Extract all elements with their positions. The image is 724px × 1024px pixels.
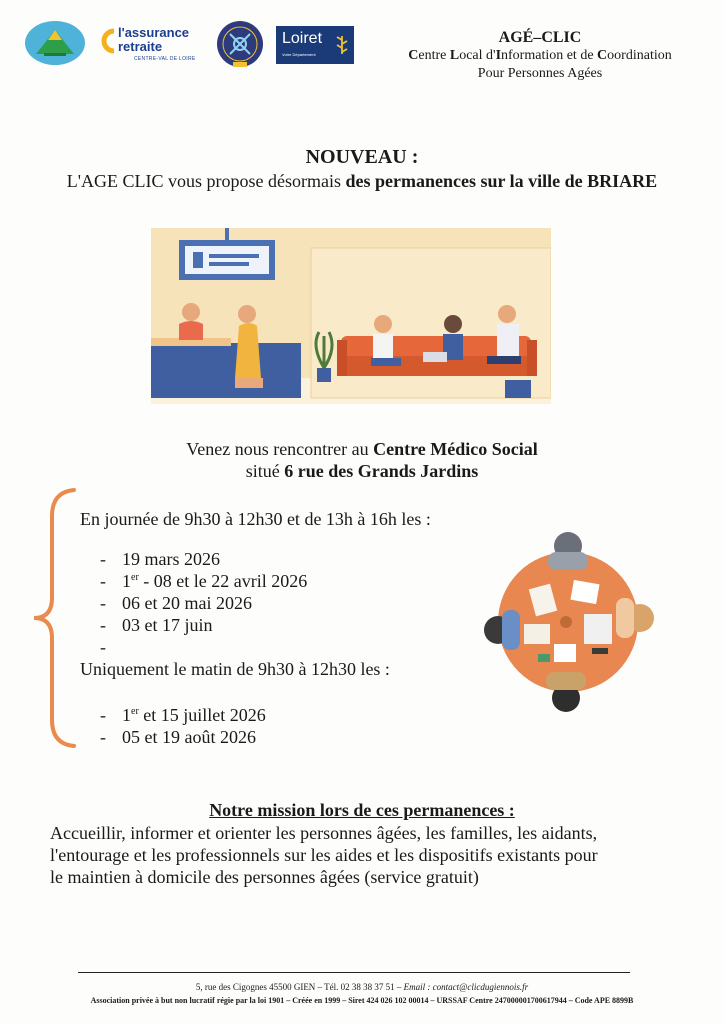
- footer-address: 5, rue des Cigognes 45500 GIEN – Tél. 02 38 38 37 51 – Email : contact@clicdugiennois.fr: [195, 982, 529, 992]
- date-item: - 1er - 08 et le 22 avril 2026: [100, 571, 308, 591]
- meeting-table-illustration: [474, 526, 662, 716]
- assurance-retraite-logo: [96, 26, 204, 66]
- org-description-line2: Pour Personnes Agées: [477, 66, 603, 81]
- mission-line: l'entourage et les professionnels sur les aides et les dispositifs existants pour: [50, 845, 598, 865]
- loiret-logo: [276, 26, 354, 64]
- date-item: - 19 mars 2026: [100, 549, 220, 569]
- mission-text: [50, 822, 690, 888]
- mission-line: Accueillir, informer et orienter les personnes âgées, les familles, les aidants,: [50, 823, 598, 843]
- meeting-line1: Venez nous rencontrer au Centre Médico Social: [186, 439, 538, 459]
- meeting-location: [40, 438, 684, 482]
- footer-email: Email : contact@clicdugiennois.fr: [403, 982, 529, 992]
- footer-legal: Association privée à but non lucratif régie par la loi 1901 – Créée en 1999 – Siret 424 026 102 00014 – URSSAF Centre 247000001700617944 – Code APE 8899B: [90, 996, 634, 1005]
- announcement-title: NOUVEAU :: [305, 146, 419, 168]
- full-day-heading: En journée de 9h30 à 12h30 et de 13h à 16h les :: [80, 509, 431, 529]
- date-item: - 05 et 19 août 2026: [100, 727, 256, 747]
- waiting-room-illustration: [151, 228, 551, 404]
- meeting-line2: situé 6 rue des Grands Jardins: [245, 461, 479, 481]
- date-item-empty: -: [100, 637, 106, 657]
- loiret-tagline: Votre Département: [282, 52, 316, 57]
- org-description: Centre Local d'Information et de Coordination: [408, 48, 672, 63]
- date-item: - 06 et 20 mai 2026: [100, 593, 252, 613]
- mission-line: le maintien à domicile des personnes âgées (service gratuit): [50, 867, 479, 887]
- organization-header: [384, 28, 696, 83]
- curly-brace: [30, 486, 80, 750]
- loiret-text: Loiret: [282, 30, 323, 47]
- assurance-line1: l'assurance: [118, 25, 190, 40]
- mission-title: Notre mission lors de ces permanences :: [209, 800, 515, 820]
- footer-divider: [78, 972, 630, 973]
- assurance-line2: retraite: [118, 39, 163, 54]
- announcement-intro: L'AGE CLIC vous propose désormais des permanences sur la ville de BRIARE: [66, 171, 658, 191]
- org-name: AGÉ–CLIC: [498, 29, 582, 46]
- morning-heading: Uniquement le matin de 9h30 à 12h30 les :: [80, 659, 390, 679]
- assurance-region: CENTRE-VAL DE LOIRE: [134, 56, 196, 62]
- date-item: - 03 et 17 juin: [100, 615, 213, 635]
- date-item: - 1er et 15 juillet 2026: [100, 705, 266, 725]
- circular-seal-logo: [216, 20, 264, 68]
- mountain-logo: [24, 20, 86, 66]
